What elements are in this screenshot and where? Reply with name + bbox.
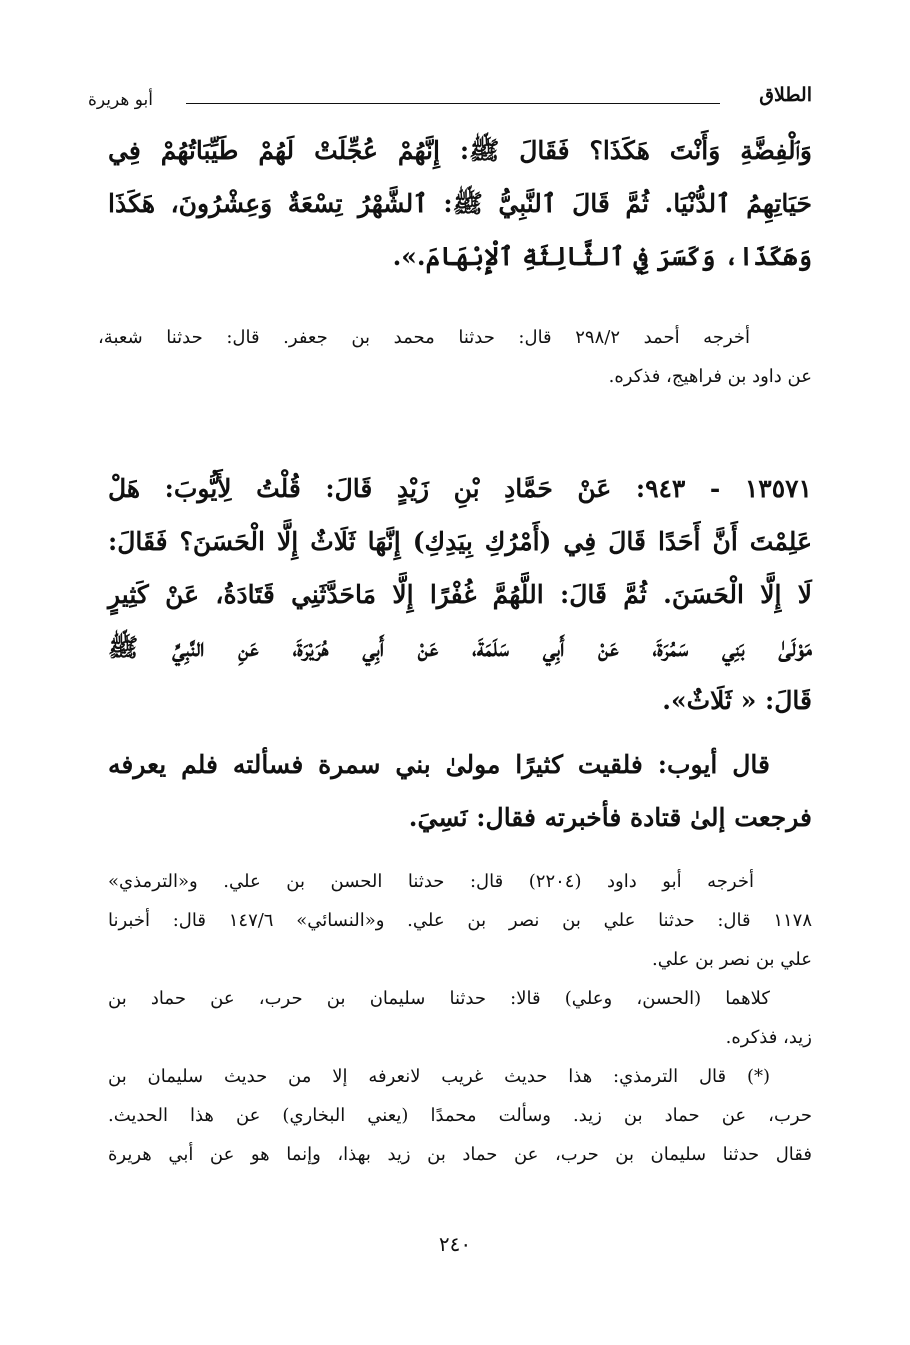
ayyub-statement: [108, 738, 812, 844]
note-line: زيد، فذكره.: [725, 1027, 812, 1048]
hadith-first-line: ١٣٥٧١ - ٩٤٣: عَنْ حَمَّادِ بْنِ زَيْدٍ قَالَ: قُلْتُ لِأَيُّوبَ: هَلْ: [108, 474, 812, 503]
text-line: وَهَكَذَا، وَكَسَرَ فِي ٱلثَّالِثَةِ ٱلْإِبْهَامَ.».: [392, 242, 812, 271]
text-line: حَيَاتِهِمُ ٱلدُّنْيَا. ثُمَّ قَالَ ٱلنَّبِيُّ ﷺ: ٱلشَّهْرُ تِسْعَةٌ وَعِشْرُونَ، هَكَذَا: [108, 189, 812, 218]
text-line: مَوْلَىٰ بَنِي سَمُرَةَ، عَنْ أَبِي سَلَمَةَ، عَنْ أَبِي هُرَيْرَةَ، عَنِ النَّبِيِّ ﷺ: [108, 633, 812, 662]
note-line: (*) قال الترمذي: هذا حديث غريب لانعرفه إلا من حديث سليمان بن: [108, 1066, 770, 1087]
note-line: فقال حدثنا سليمان بن حرب، عن حماد بن زيد بهذا، وإنما هو عن أبي هريرة: [108, 1144, 812, 1165]
note-line: أخرجه أبو داود (٢٢٠٤) قال: حدثنا الحسن بن علي. و«الترمذي»: [108, 871, 754, 892]
text-line: قَالَ: « ثَلَاثٌ».: [662, 686, 812, 715]
note-line: عن داود بن فراهيج، فذكره.: [608, 366, 812, 387]
page-header: [88, 84, 812, 114]
text-line: قال أيوب: فلقيت كثيرًا مولىٰ بني سمرة فسألته فلم يعرفه: [108, 750, 770, 779]
text-line: عَلِمْتَ أَنَّ أَحَدًا قَالَ فِي (أَمْرُكِ بِيَدِكِ) إِنَّهَا ثَلَاثٌ إِلَّا الْحَسَنَ؟ فَقَالَ:: [108, 527, 812, 556]
hadith-943: [108, 462, 812, 727]
note-line: علي بن نصر بن علي.: [652, 949, 812, 970]
text-line: لَا إِلَّا الْحَسَنَ. ثُمَّ قَالَ: اللَّهُمَّ غُفْرًا إِلَّا مَاحَدَّثَنِي قَتَادَةُ، عَنْ كَثِيرٍ: [108, 580, 812, 609]
note-line: كلاهما (الحسن، وعلي) قالا: حدثنا سليمان بن حرب، عن حماد بن: [108, 988, 770, 1009]
chapter-title: الطلاق: [759, 84, 812, 106]
text-line: وَٱلْفِضَّةِ وَأَنْتَ هَكَذَا؟ فَقَالَ ﷺ: إِنَّهُمْ عُجِّلَتْ لَهُمْ طَيِّبَاتُهُمْ فِي: [108, 136, 812, 165]
takhrij-note-main: [108, 862, 812, 1174]
note-line: حرب، عن حماد بن زيد. وسألت محمدًا (يعني البخاري) عن هذا الحديث.: [108, 1105, 812, 1126]
note-line: ١١٧٨ قال: حدثنا علي بن نصر بن علي. و«النسائي» ١٤٧/٦ قال: أخبرنا: [108, 910, 812, 931]
text-line: فرجعت إلىٰ قتادة فأخبرته فقال: نَسِيَ.: [408, 803, 812, 832]
hadith-continuation: [108, 124, 812, 283]
note-line: أخرجه أحمد ٢٩٨/٢ قال: حدثنا محمد بن جعفر. قال: حدثنا شعبة،: [98, 327, 751, 348]
takhrij-note-previous: [98, 318, 812, 396]
header-rule: [186, 103, 720, 104]
page-number: ٢٤٠: [438, 1232, 472, 1256]
narrator-title: أبو هريرة: [88, 90, 154, 110]
